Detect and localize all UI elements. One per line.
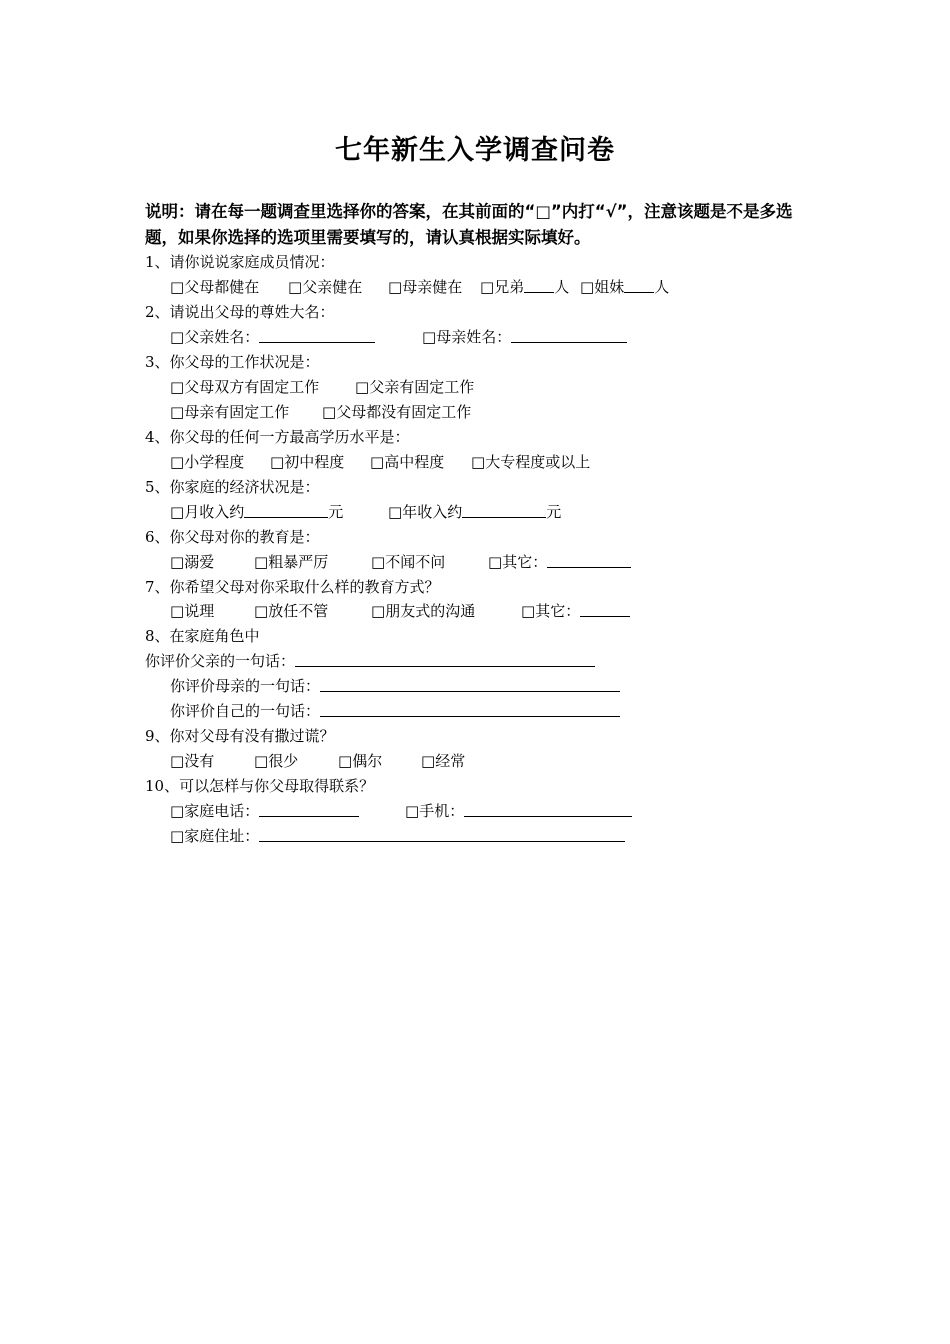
checkbox[interactable]: □ (170, 328, 185, 346)
checkbox[interactable]: □ (254, 752, 269, 770)
question-7: 7、你希望父母对你采取什么样的教育方式？ (145, 578, 440, 596)
instructions: 说明：请在每一题调查里选择你的答案，在其前面的“□”内打“√”，注意该题是不是多选题，如果你选择的选项里需要填写的，请认真根据实际填好。 (145, 202, 793, 247)
checkbox[interactable]: □ (355, 378, 370, 396)
q7-option-reasoning[interactable]: □说理 (170, 602, 215, 620)
q2-father-name[interactable]: □父亲姓名： (170, 326, 375, 348)
checkbox[interactable]: □ (322, 403, 337, 421)
checkbox[interactable]: □ (170, 553, 185, 571)
question-9: 9、你对父母有没有撒过谎？ (145, 727, 335, 745)
checkbox[interactable]: □ (580, 278, 595, 296)
q3-option-mother-employed[interactable]: □母亲有固定工作 (170, 403, 290, 421)
question-8: 8、在家庭角色中 (145, 627, 260, 645)
q9-option-rarely[interactable]: □很少 (254, 752, 299, 770)
home-phone-blank[interactable] (259, 800, 359, 817)
q8-mother-comment: 你评价母亲的一句话： (170, 675, 620, 697)
question-3: 3、你父母的工作状况是： (145, 353, 320, 371)
q7-option-friendly[interactable]: □朋友式的沟通 (371, 602, 476, 620)
page-title: 七年新生入学调查问卷 (335, 135, 615, 166)
q5-yearly-income[interactable]: □年收入约 元 (388, 503, 562, 521)
question-1: 1、请你说说家庭成员情况： (145, 253, 335, 271)
brothers-count-blank[interactable] (524, 276, 554, 293)
checkbox[interactable]: □ (471, 453, 486, 471)
q7-option-laissez-faire[interactable]: □放任不管 (254, 602, 329, 620)
q6-option-other[interactable]: □其它： (488, 551, 631, 573)
checkbox[interactable]: □ (521, 602, 536, 620)
q9-option-sometimes[interactable]: □偶尔 (338, 752, 383, 770)
mobile-blank[interactable] (464, 800, 632, 817)
checkbox[interactable]: □ (170, 403, 185, 421)
q5-monthly-income[interactable]: □月收入约 元 (170, 503, 344, 521)
checkbox[interactable]: □ (370, 453, 385, 471)
question-2: 2、请说出父母的尊姓大名： (145, 303, 335, 321)
checkbox[interactable]: □ (371, 602, 386, 620)
checkbox[interactable]: □ (170, 827, 185, 845)
q7-other-blank[interactable] (580, 600, 630, 617)
checkbox[interactable]: □ (170, 752, 185, 770)
checkbox[interactable]: □ (170, 278, 185, 296)
checkbox[interactable]: □ (338, 752, 353, 770)
q8-father-comment: 你评价父亲的一句话： (145, 650, 595, 672)
checkbox[interactable]: □ (254, 602, 269, 620)
q10-home-phone[interactable]: □家庭电话： (170, 800, 359, 822)
mother-comment-blank[interactable] (320, 675, 620, 692)
checkbox[interactable]: □ (170, 802, 185, 820)
home-address-blank[interactable] (259, 825, 625, 842)
checkbox[interactable]: □ (405, 802, 420, 820)
question-10: 10、可以怎样与你父母取得联系？ (145, 777, 375, 795)
checkbox[interactable]: □ (488, 553, 503, 571)
q6-option-doting[interactable]: □溺爱 (170, 553, 215, 571)
self-comment-blank[interactable] (320, 700, 620, 717)
checkbox[interactable]: □ (371, 553, 386, 571)
checkbox[interactable]: □ (254, 553, 269, 571)
checkbox[interactable]: □ (422, 328, 437, 346)
checkbox[interactable]: □ (421, 752, 436, 770)
checkbox[interactable]: □ (170, 453, 185, 471)
checkbox[interactable]: □ (170, 602, 185, 620)
q1-option-father[interactable]: □父亲健在 (288, 278, 363, 296)
q6-option-harsh[interactable]: □粗暴严厉 (254, 553, 329, 571)
mother-name-blank[interactable] (511, 326, 627, 343)
q3-option-father-employed[interactable]: □父亲有固定工作 (355, 378, 475, 396)
q1-option-sisters[interactable]: □姐妹 人 (580, 278, 670, 296)
q10-home-address[interactable]: □家庭住址： (170, 825, 625, 847)
q10-mobile[interactable]: □手机： (405, 800, 632, 822)
q4-option-senior-high[interactable]: □高中程度 (370, 453, 445, 471)
checkbox[interactable]: □ (170, 378, 185, 396)
q1-option-both-parents[interactable]: □父母都健在 (170, 278, 260, 296)
father-comment-blank[interactable] (295, 650, 595, 667)
checkbox[interactable]: □ (170, 503, 185, 521)
q4-option-primary[interactable]: □小学程度 (170, 453, 245, 471)
checkbox[interactable]: □ (388, 503, 403, 521)
q6-option-indifferent[interactable]: □不闻不问 (371, 553, 446, 571)
monthly-income-blank[interactable] (244, 501, 328, 518)
father-name-blank[interactable] (259, 326, 375, 343)
q1-option-mother[interactable]: □母亲健在 (388, 278, 463, 296)
q4-option-college[interactable]: □大专程度或以上 (471, 453, 591, 471)
q3-option-both-employed[interactable]: □父母双方有固定工作 (170, 378, 320, 396)
q6-other-blank[interactable] (547, 551, 631, 568)
q2-mother-name[interactable]: □母亲姓名： (422, 326, 627, 348)
q7-option-other[interactable]: □其它： (521, 600, 630, 622)
checkbox[interactable]: □ (480, 278, 495, 296)
q9-option-never[interactable]: □没有 (170, 752, 215, 770)
q3-option-none-employed[interactable]: □父母都没有固定工作 (322, 403, 472, 421)
question-4: 4、你父母的任何一方最高学历水平是： (145, 428, 410, 446)
checkbox[interactable]: □ (288, 278, 303, 296)
q1-option-brothers[interactable]: □兄弟 人 (480, 278, 570, 296)
yearly-income-blank[interactable] (462, 501, 546, 518)
q4-option-junior-high[interactable]: □初中程度 (270, 453, 345, 471)
checkbox[interactable]: □ (270, 453, 285, 471)
question-5: 5、你家庭的经济状况是： (145, 478, 320, 496)
checkbox[interactable]: □ (388, 278, 403, 296)
q9-option-often[interactable]: □经常 (421, 752, 466, 770)
question-6: 6、你父母对你的教育是： (145, 528, 320, 546)
sisters-count-blank[interactable] (624, 276, 654, 293)
q8-self-comment: 你评价自己的一句话： (170, 700, 620, 722)
